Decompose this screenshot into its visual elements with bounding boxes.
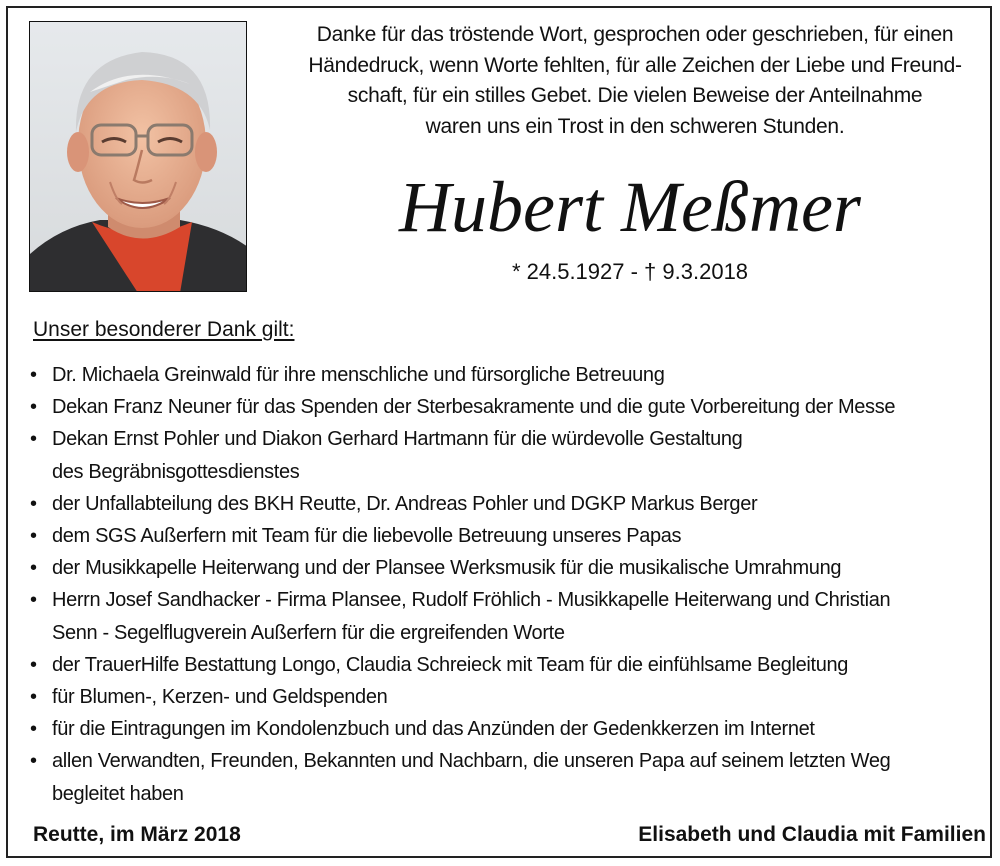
list-item-line: • allen Verwandten, Freunden, Bekannten und Nachbarn, die unseren Papa auf seinem letzten Weg <box>52 750 891 773</box>
intro-line: schaft, für ein stilles Gebet. Die vielen Beweise der Anteilnahme <box>347 84 923 107</box>
list-item <box>30 488 980 520</box>
list-item-line: • dem SGS Außerfern mit Team für die liebevolle Betreuung unseres Papas <box>52 525 682 548</box>
intro-line: waren uns ein Trost in den schweren Stunden. <box>425 114 845 138</box>
list-item <box>30 552 980 584</box>
list-item <box>30 423 980 487</box>
list-item <box>30 649 980 681</box>
thanks-heading: Unser besonderer Dank gilt: <box>33 318 295 341</box>
intro-line: Händedruck, wenn Worte fehlten, für alle Zeichen der Liebe und Freund- <box>308 53 962 77</box>
list-item <box>30 520 980 552</box>
list-item-line: • Dr. Michaela Greinwald für ihre menschliche und fürsorgliche Betreuung <box>52 364 665 386</box>
list-item <box>30 584 980 648</box>
list-item <box>30 359 980 391</box>
list-item <box>30 713 980 745</box>
deceased-name: Hubert Meßmer <box>399 167 861 247</box>
signature: Elisabeth und Claudia mit Familien <box>638 823 986 846</box>
intro-text <box>285 20 985 142</box>
list-item <box>30 745 980 809</box>
list-item-line: • für die Eintragungen im Kondolenzbuch und das Anzünden der Gedenkkerzen im Internet <box>52 718 815 741</box>
list-item-line: des Begräbnisgottesdienstes <box>52 460 300 483</box>
list-item-line: begleitet haben <box>52 782 184 805</box>
list-item-line: • der TrauerHilfe Bestattung Longo, Claudia Schreieck mit Team für die einfühlsame Begleitung <box>52 653 849 676</box>
list-item-line: • Dekan Ernst Pohler und Diakon Gerhard Hartmann für die würdevolle Gestaltung <box>52 428 743 451</box>
list-item-line: • der Unfallabteilung des BKH Reutte, Dr. Andreas Pohler und DGKP Markus Berger <box>52 492 758 515</box>
list-item <box>30 681 980 713</box>
list-item-line: • Herrn Josef Sandhacker - Firma Plansee, Rudolf Fröhlich - Musikkapelle Heiterwang und Christian <box>52 589 891 612</box>
list-item <box>30 391 980 423</box>
list-item-line: • für Blumen-, Kerzen- und Geldspenden <box>52 686 388 709</box>
intro-line: Danke für das tröstende Wort, gesprochen oder geschrieben, für einen <box>316 23 954 46</box>
thanks-list <box>30 359 980 810</box>
portrait-photo <box>29 21 247 292</box>
list-item-line: • der Musikkapelle Heiterwang und der Plansee Werksmusik für die musikalische Umrahmung <box>52 557 842 580</box>
list-item-line: Senn - Segelflugverein Außerfern für die ergreifenden Worte <box>52 621 565 644</box>
life-dates: * 24.5.1927 - † 9.3.2018 <box>511 259 749 284</box>
place-date: Reutte, im März 2018 <box>33 823 241 846</box>
list-item-line: • Dekan Franz Neuner für das Spenden der Sterbesakramente und die gute Vorbereitung der Messe <box>52 396 896 419</box>
